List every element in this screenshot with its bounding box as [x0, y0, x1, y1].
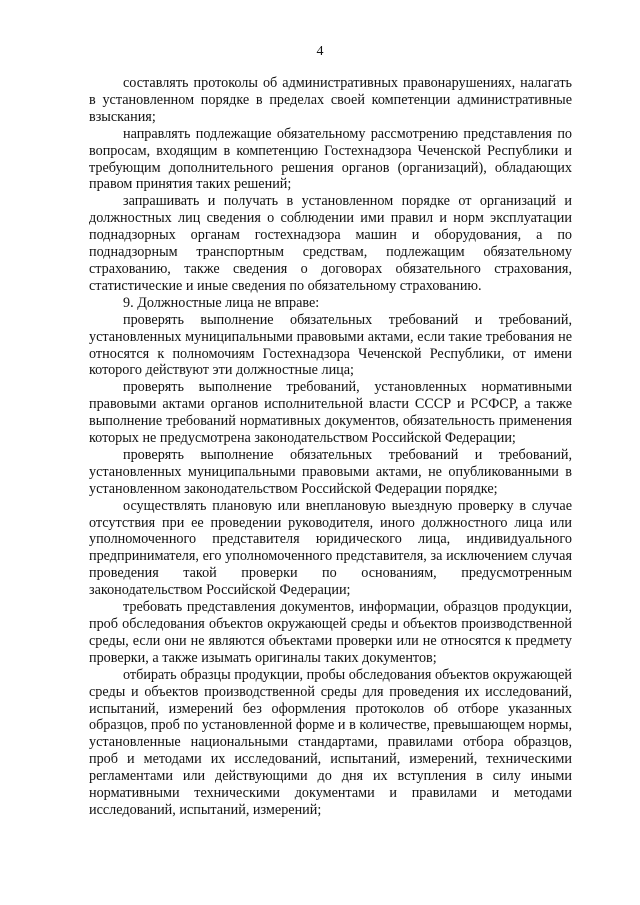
paragraph: отбирать образцы продукции, пробы обследования объектов окружающей среды и объектов производственной среды для проведения их исследований, испытаний, измерений без оформления протоколов об отборе указанных образцов, проб по установленной форме и в количестве, превышающем нормы, установленные национальными стандартами, правилами отбора образцов, проб и методами их исследований, испытаний, измерений, техническими регламентами или действующими до дня их вступления в силу иными нормативными техническими документами и правилами и методами исследований, испытаний, измерений; [89, 666, 572, 818]
document-body [89, 75, 572, 819]
paragraph: составлять протоколы об административных правонарушениях, налагать в установленном порядке в пределах своей компетенции административные взыскания; [89, 75, 572, 125]
paragraph: проверять выполнение требований, установленных нормативными правовыми актами органов исполнительной власти СССР и РСФСР, а также выполнение требований нормативных документов, обязательность применения которых не предусмотрена законодательством Российской Федерации; [89, 379, 572, 447]
paragraph: проверять выполнение обязательных требований и требований, установленных муниципальными правовыми актами, если такие требования не относятся к полномочиям Гостехнадзора Чеченской Республики, от имени которого действуют эти должностные лица; [89, 311, 572, 379]
section-heading-9: 9. Должностные лица не вправе: [123, 294, 320, 311]
paragraph: требовать представления документов, информации, образцов продукции, проб обследования объектов окружающей среды и объектов производственной среды, если они не являются объектами проверки или не относятся к предмету проверки, а также изымать оригиналы таких документов; [89, 599, 572, 666]
paragraph: запрашивать и получать в установленном порядке от организаций и должностных лиц сведения о соблюдении ими правил и норм эксплуатации поднадзорных органам гостехнадзора машин и оборудования, а по поднадзорным транспортным средствам, подлежащим обязательному страхованию, также сведения о договорах обязательного страхования, статистические и иные сведения по обязательному страхованию. [89, 193, 572, 294]
paragraph: проверять выполнение обязательных требований и требований, установленных муниципальными правовыми актами, не опубликованными в установленном законодательством Российской Федерации порядке; [89, 446, 572, 497]
paragraph: направлять подлежащие обязательному рассмотрению представления по вопросам, входящим в компетенцию Гостехнадзора Чеченской Республики и требующим дополнительного решения органов (организаций), обладающих правом принятия таких решений; [89, 125, 572, 193]
paragraph: осуществлять плановую или внеплановую выездную проверку в случае отсутствия при ее проведении руководителя, иного должностного лица или уполномоченного представителя юридического лица, индивидуального предпринимателя, его уполномоченного представителя, за исключением случая проведения такой проверки по основаниям, предусмотренным законодательством Российской Федерации; [89, 497, 572, 599]
page-number: 4 [316, 44, 324, 59]
